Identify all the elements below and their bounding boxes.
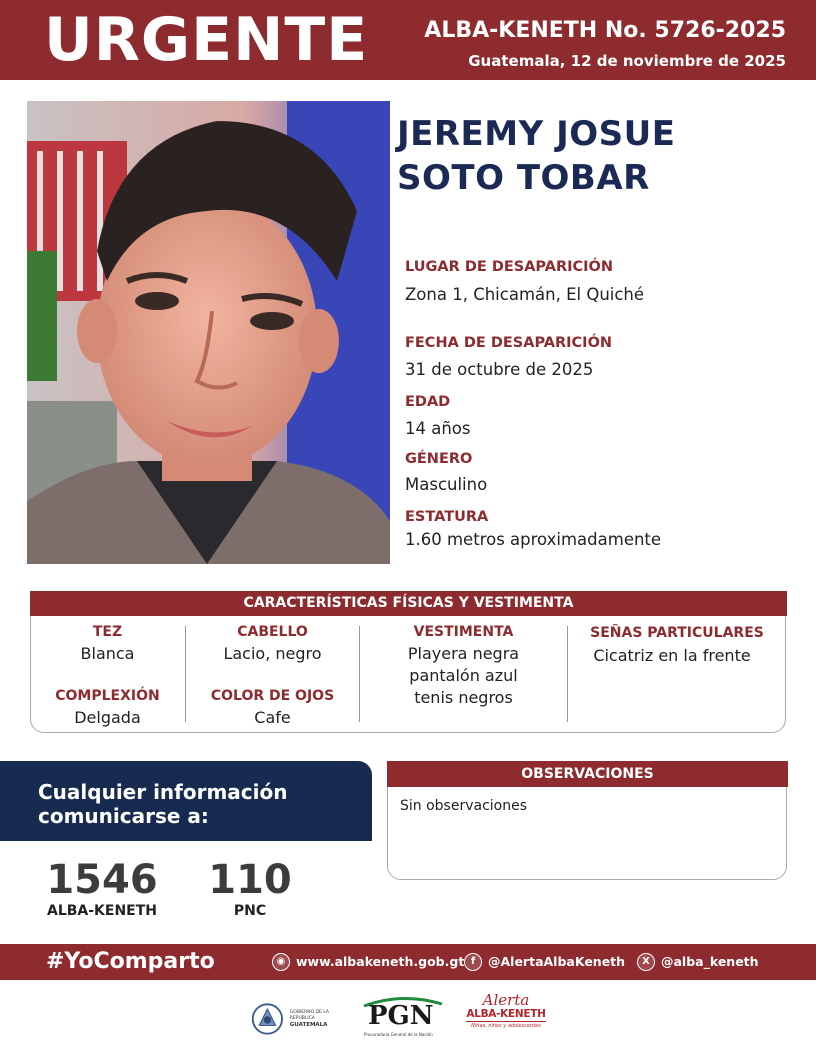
marks-value: Cicatriz en la frente (593, 646, 751, 665)
name-line-2: SOTO TOBAR (397, 158, 650, 198)
clothing-line-2: pantalón azul (409, 666, 518, 685)
gov-line-1: GOBIERNO DE LA REPÚBLICA (289, 1010, 329, 1021)
urgent-title: URGENTE (44, 5, 369, 75)
missing-person-photo (27, 101, 390, 564)
alerta-text: Alerta (482, 991, 530, 1009)
x-link[interactable] (637, 953, 759, 971)
x-icon: X (637, 953, 655, 971)
fact-value-date: 31 de octubre de 2025 (405, 360, 594, 379)
fact-label-height: ESTATURA (405, 509, 489, 525)
eye-color-label: COLOR DE OJOS (210, 688, 335, 704)
fact-value-location: Zona 1, Chicamán, El Quiché (405, 285, 645, 304)
phone-number-alba[interactable]: 1546 (46, 857, 158, 903)
alerta-alba-keneth-logo (466, 992, 546, 1040)
clothing-line-3: tenis negros (414, 688, 513, 707)
case-number: ALBA-KENETH No. 5726-2025 (424, 18, 786, 43)
website-link[interactable] (272, 953, 464, 971)
fact-value-age: 14 años (405, 419, 471, 438)
gov-line-2: GUATEMALA (289, 1022, 328, 1028)
fact-label-age: EDAD (405, 394, 451, 410)
phone-number-pnc[interactable]: 110 (208, 857, 292, 903)
complexion-label: COMPLEXIÓN (55, 688, 160, 704)
fact-label-gender: GÉNERO (405, 451, 473, 467)
eye-color-value: Cafe (254, 708, 291, 727)
complexion-value: Delgada (74, 708, 141, 727)
phone-label-alba: ALBA-KENETH (46, 903, 158, 919)
pgn-subtitle: Procuraduría General de la Nación (364, 1032, 433, 1037)
contact-line-1: Cualquier información (38, 780, 288, 804)
cabello-label: CABELLO (237, 624, 308, 640)
fact-value-gender: Masculino (405, 475, 488, 494)
hashtag: #YoComparto (46, 949, 215, 974)
observations-title: OBSERVACIONES (387, 761, 788, 787)
website-text: www.albakeneth.gob.gt (296, 954, 465, 969)
tez-value: Blanca (80, 644, 135, 663)
contact-line-2: comunicarse a: (38, 804, 209, 828)
fact-value-height: 1.60 metros aproximadamente (405, 530, 662, 549)
facebook-icon: f (464, 953, 482, 971)
clothing-label: VESTIMENTA (413, 624, 514, 640)
name-line-1: JEREMY JOSUE (397, 114, 676, 154)
cabello-value: Lacio, negro (223, 644, 322, 663)
observations-text: Sin observaciones (400, 798, 528, 814)
tez-label: TEZ (92, 624, 123, 640)
facebook-text: @AlertaAlbaKeneth (488, 954, 626, 969)
government-logo (250, 998, 350, 1040)
fact-label-location: LUGAR DE DESAPARICIÓN (405, 259, 614, 275)
clothing-line-1: Playera negra (407, 644, 520, 663)
alba-keneth-text: ALBA-KENETH (466, 1008, 546, 1020)
contact-text (38, 780, 288, 828)
globe-icon: ◉ (272, 953, 290, 971)
fact-label-date: FECHA DE DESAPARICIÓN (405, 335, 613, 351)
case-date: Guatemala, 12 de noviembre de 2025 (468, 52, 786, 70)
characteristics-title: CARACTERÍSTICAS FÍSICAS Y VESTIMENTA (30, 591, 787, 616)
marks-label: SEÑAS PARTICULARES (590, 625, 764, 641)
phone-label-pnc: PNC (233, 903, 267, 919)
pgn-text: PGN (368, 1001, 434, 1031)
x-text: @alba_keneth (661, 954, 759, 969)
facebook-link[interactable] (464, 953, 625, 971)
coat-of-arms-icon (250, 1000, 285, 1038)
alba-subtitle: Niñas, niños y adolescentes (471, 1023, 541, 1029)
pgn-logo (362, 996, 444, 1040)
